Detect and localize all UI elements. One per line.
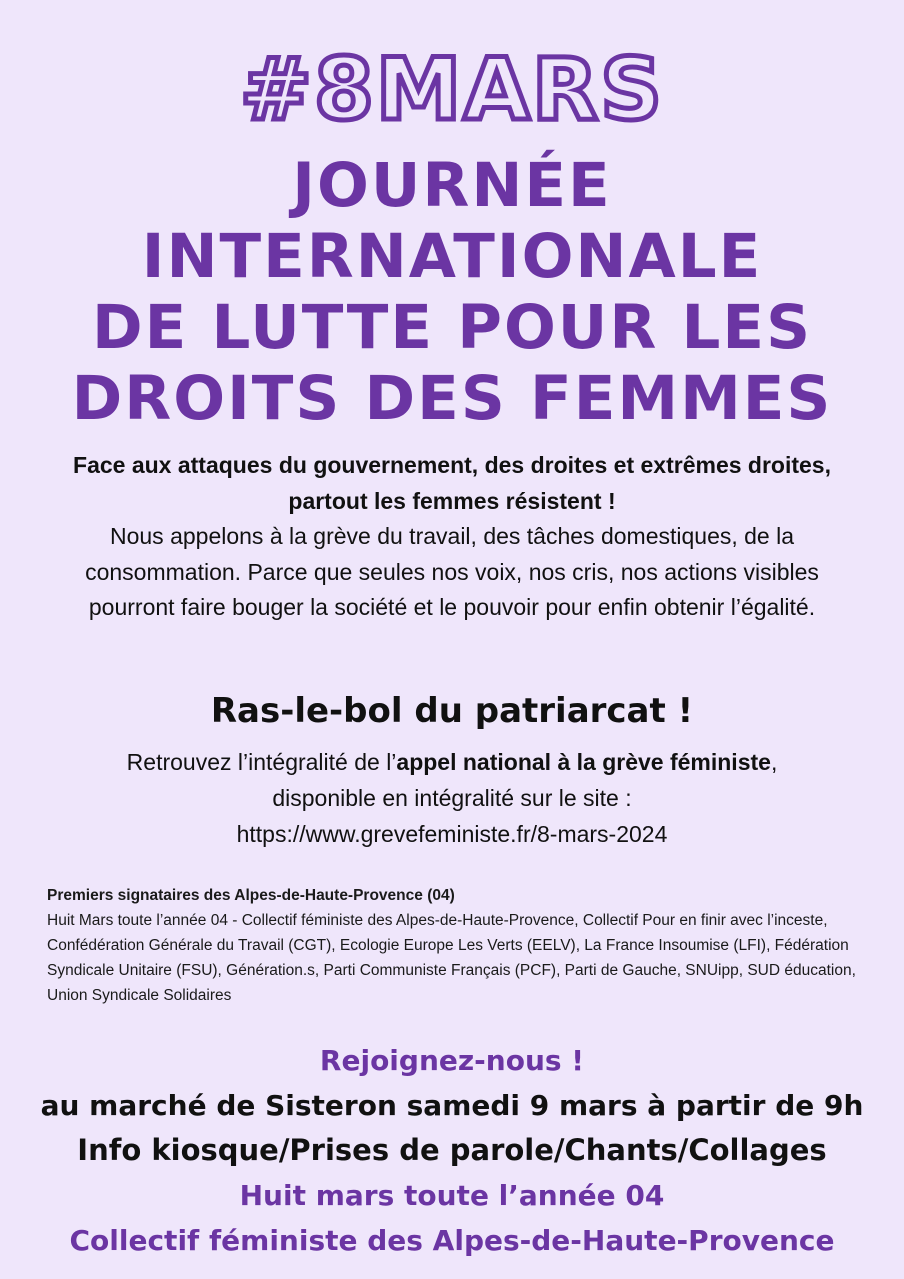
join-heading: Rejoignez-nous !: [319, 1044, 585, 1077]
callout-emphasis: appel national à la grève féministe: [396, 749, 771, 775]
title-line: INTERNATIONALE: [141, 221, 763, 292]
callout-url: https://www.grevefeministe.fr/8-mars-2024: [236, 821, 668, 847]
callout-suffix: ,: [770, 749, 778, 775]
callout-line-1: [30, 744, 874, 780]
title-line: DE LUTTE POUR LES: [91, 292, 813, 363]
intro-paragraph: [40, 448, 864, 626]
organizer-collective: Collectif féministe des Alpes-de-Haute-Provence: [69, 1224, 835, 1257]
signatories-block: [47, 883, 867, 1008]
title-line: DROITS DES FEMMES: [71, 363, 833, 434]
join-section: [0, 1038, 904, 1263]
national-call-paragraph: [30, 744, 874, 852]
slogan: Ras-le-bol du patriarcat !: [210, 691, 694, 731]
event-activities: Info kiosque/Prises de parole/Chants/Collages: [77, 1133, 827, 1167]
signatories-list: Huit Mars toute l’année 04 - Collectif féministe des Alpes-de-Haute-Provence, Collectif Pour en finir avec l’inceste, Confédération Générale du Travail (CGT), Ecologie Europe Les Verts (EELV), La France Insoumise (LFI), Fédération Syndicale Unitaire (FSU), Génération.s, Parti Communiste Français (PCF), Parti de Gauche, SNUipp, SUD éducation, Union Syndicale Solidaires: [47, 912, 856, 1004]
main-title: [0, 150, 904, 434]
title-line: JOURNÉE: [292, 150, 612, 221]
callout-prefix: Retrouvez l’intégralité de l’: [126, 749, 397, 775]
callout-line-2: disponible en intégralité sur le site :: [272, 785, 632, 811]
intro-lead: Face aux attaques du gouvernement, des droites et extrêmes droites, partout les femmes résistent !: [73, 452, 831, 514]
signatories-title: Premiers signataires des Alpes-de-Haute-Provence (04): [47, 887, 455, 904]
event-details: au marché de Sisteron samedi 9 mars à partir de 9h: [40, 1089, 864, 1122]
intro-body: Nous appelons à la grève du travail, des tâches domestiques, de la consommation. Parce que seules nos voix, nos cris, nos actions visibles pourront faire bouger la société et le pouvoir pour enfin obtenir l’égalité.: [85, 523, 819, 620]
hashtag-heading: #8MARS: [239, 40, 665, 140]
organizer-name: Huit mars toute l’année 04: [239, 1179, 665, 1212]
